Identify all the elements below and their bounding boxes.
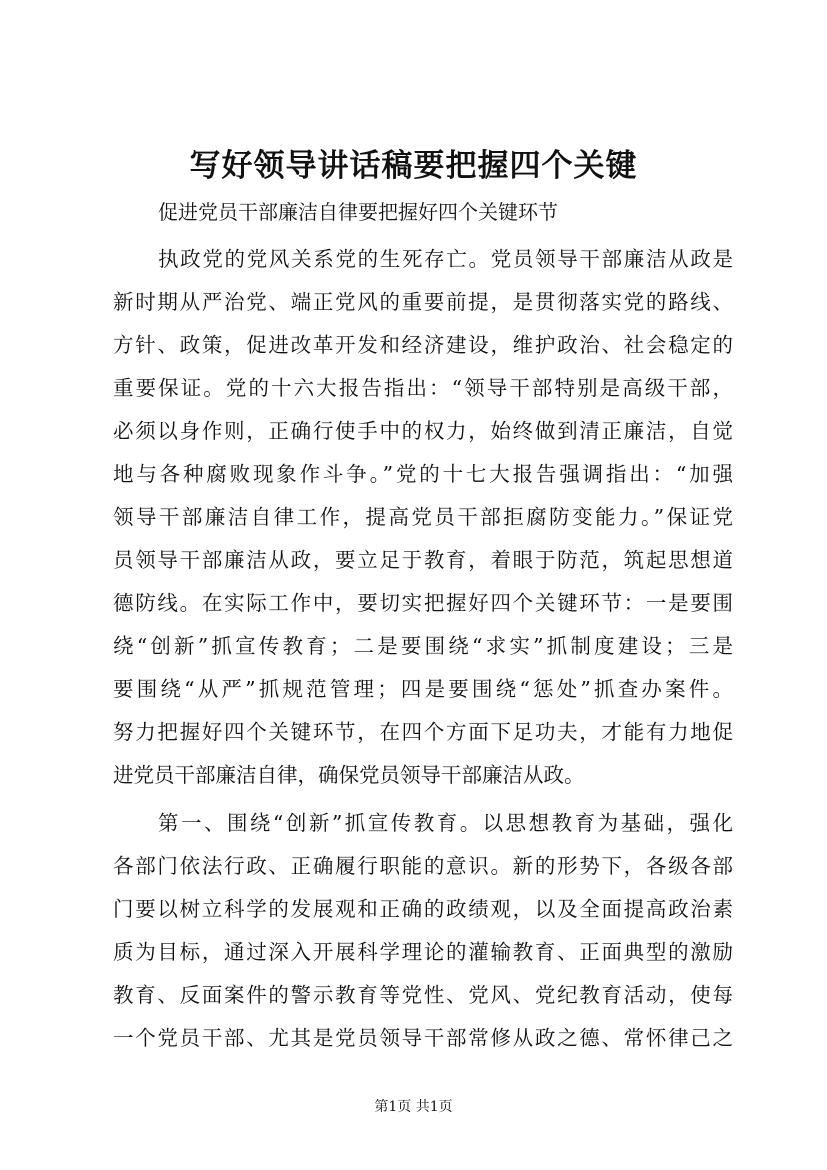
paragraph-line: 进党员干部廉洁自律，确保党员领导干部廉洁从政。 <box>113 763 585 787</box>
paragraph-line: 各部门依法行政、正确履行职能的意识。新的形势下，各级各部 <box>113 854 733 878</box>
paragraph-line: 质为目标，通过深入开展科学理论的灌输教育、正面典型的激励 <box>113 940 733 964</box>
paragraph-line: 地与各种腐败现象作斗争。”党的十七大报告强调指出：“加强 <box>113 462 733 486</box>
paragraph-line: 方针、政策，促进改革开发和经济建设，维护政治、社会稳定的 <box>113 333 733 357</box>
page-footer: 第1页 共1页 <box>374 1099 453 1115</box>
paragraph-line: 领导干部廉洁自律工作，提高党员干部拒腐防变能力。”保证党 <box>113 505 733 529</box>
paragraph-line: 重要保证。党的十六大报告指出：“领导干部特别是高级干部， <box>113 376 733 400</box>
document-title: 写好领导讲话稿要把握四个关键 <box>189 148 638 184</box>
paragraph-line: 门要以树立科学的发展观和正确的政绩观，以及全面提高政治素 <box>113 897 733 921</box>
paragraph-line: 德防线。在实际工作中，要切实把握好四个关键环节：一是要围 <box>113 591 733 615</box>
paragraph-line: 新时期从严治党、端正党风的重要前提，是贯彻落实党的路线、 <box>113 290 733 314</box>
paragraph-line: 教育、反面案件的警示教育等党性、党风、党纪教育活动，使每 <box>113 983 733 1007</box>
paragraph-line: 绕“创新”抓宣传教育；二是要围绕“求实”抓制度建设；三是 <box>113 634 733 658</box>
paragraph-line: 一个党员干部、尤其是党员领导干部常修从政之德、常怀律己之 <box>113 1026 733 1050</box>
paragraph-line: 第一、围绕“创新”抓宣传教育。以思想教育为基础，强化 <box>158 811 733 835</box>
paragraph-line: 必须以身作则，正确行使手中的权力，始终做到清正廉洁，自觉 <box>113 419 733 443</box>
paragraph-line: 努力把握好四个关键环节，在四个方面下足功夫，才能有力地促 <box>113 720 733 744</box>
paragraph-line: 员领导干部廉洁从政，要立足于教育，着眼于防范，筑起思想道 <box>113 548 733 572</box>
document-subtitle: 促进党员干部廉洁自律要把握好四个关键环节 <box>158 200 558 224</box>
paragraph-line: 要围绕“从严”抓规范管理；四是要围绕“惩处”抓查办案件。 <box>113 677 733 701</box>
paragraph-line: 执政党的党风关系党的生死存亡。党员领导干部廉洁从政是 <box>158 247 733 271</box>
